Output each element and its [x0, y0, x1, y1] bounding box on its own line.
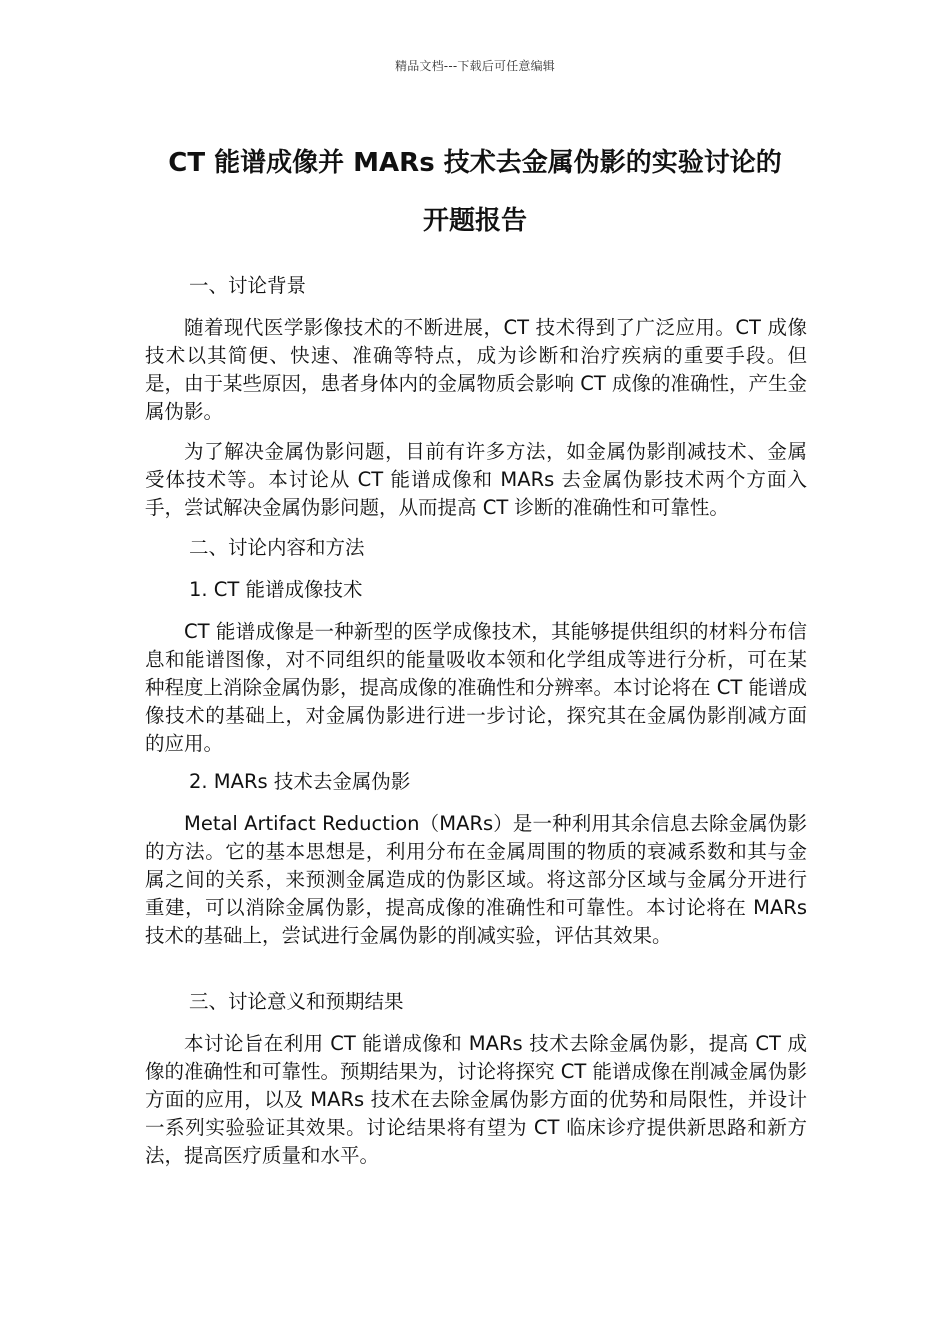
title-line-1: CT 能谱成像并 MARs 技术去金属伪影的实验讨论的	[168, 148, 782, 178]
subsection-heading-block	[145, 768, 807, 796]
section-heading: 二、讨论内容和方法	[189, 536, 365, 559]
paragraph-block	[145, 618, 807, 758]
document-title	[120, 134, 830, 250]
subsection-heading: 2. MARs 技术去金属伪影	[189, 770, 411, 793]
paragraph: 随着现代医学影像技术的不断进展，CT 技术得到了广泛应用。CT 成像技术以其简便、快速、准确等特点，成为诊断和治疗疾病的重要手段。但是，由于某些原因，患者身体内的金属物质会影响 CT 成像的准确性，产生金属伪影。	[145, 316, 807, 423]
paragraph-block	[145, 314, 807, 426]
section-content-heading-block	[145, 534, 807, 562]
paragraph: CT 能谱成像是一种新型的医学成像技术，其能够提供组织的材料分布信息和能谱图像，对不同组织的能量吸收本领和化学组成等进行分析，可在某种程度上消除金属伪影，提高成像的准确性和分辨率。本讨论将在 CT 能谱成像技术的基础上，对金属伪影进行进一步讨论，探究其在金属伪影削减方面的应用。	[145, 620, 807, 755]
header-note: 精品文档---下载后可任意编辑	[395, 59, 555, 73]
section-background-heading-block	[145, 272, 807, 300]
section-heading: 一、讨论背景	[189, 274, 307, 297]
paragraph-block	[145, 1030, 807, 1170]
paragraph: 为了解决金属伪影问题，目前有许多方法，如金属伪影削减技术、金属受体技术等。本讨论从 CT 能谱成像和 MARs 去金属伪影技术两个方面入手，尝试解决金属伪影问题，从而提高 CT 诊断的准确性和可靠性。	[145, 440, 807, 519]
paragraph-block	[145, 810, 807, 950]
section-significance-heading-block	[145, 988, 807, 1016]
paragraph: 本讨论旨在利用 CT 能谱成像和 MARs 技术去除金属伪影，提高 CT 成像的准确性和可靠性。预期结果为，讨论将探究 CT 能谱成像在削减金属伪影方面的应用，以及 MARs 技术在去除金属伪影方面的优势和局限性，并设计一系列实验验证其效果。讨论结果将有望为 CT 临床诊疗提供新思路和新方法，提高医疗质量和水平。	[145, 1032, 807, 1167]
paragraph-block	[145, 438, 807, 522]
subsection-heading: 1. CT 能谱成像技术	[189, 578, 363, 601]
paragraph: Metal Artifact Reduction（MARs）是一种利用其余信息去除金属伪影的方法。它的基本思想是，利用分布在金属周围的物质的衰减系数和其与金属之间的关系，来预测金属造成的伪影区域。将这部分区域与金属分开进行重建，可以消除金属伪影，提高成像的准确性和可靠性。本讨论将在 MARs 技术的基础上，尝试进行金属伪影的削减实验，评估其效果。	[145, 812, 807, 947]
title-line-2: 开题报告	[422, 206, 527, 236]
section-heading: 三、讨论意义和预期结果	[189, 990, 404, 1013]
subsection-heading-block	[145, 576, 807, 604]
